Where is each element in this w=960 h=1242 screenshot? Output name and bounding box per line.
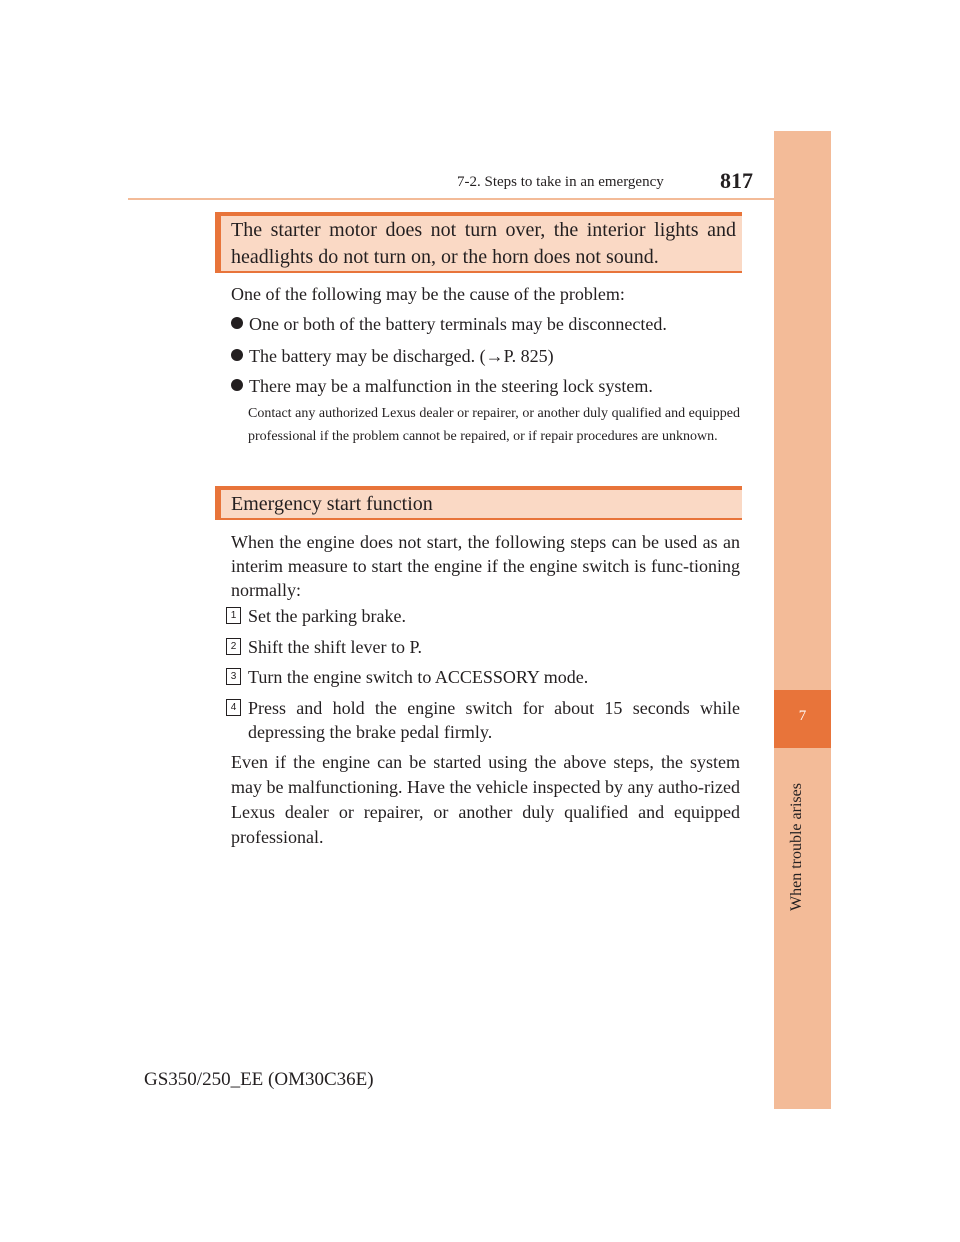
step-text: Shift the shift lever to P. <box>248 637 422 657</box>
bullet-item: The battery may be discharged. (→P. 825) <box>231 344 740 368</box>
header-section-title: 7-2. Steps to take in an emergency <box>457 174 664 190</box>
chapter-title: When trouble arises <box>788 783 805 911</box>
section-heading-starter: The starter motor does not turn over, the interior lights and headlights do not turn on, or the horn does not sound. <box>215 212 742 273</box>
footer-model-code: GS350/250_EE (OM30C36E) <box>144 1069 374 1090</box>
page-number: 817 <box>720 168 753 193</box>
step-text: Set the parking brake. <box>248 606 406 626</box>
step-number-badge: 3 <box>226 668 241 685</box>
step-number-badge: 1 <box>226 607 241 624</box>
bullet-dot-icon <box>231 349 243 361</box>
step-number-badge: 4 <box>226 699 241 716</box>
header-divider <box>128 198 831 200</box>
bullet-item: One or both of the battery terminals may be disconnected. <box>231 312 740 336</box>
chapter-number: 7 <box>798 708 807 724</box>
section-heading-emergency-start: Emergency start function <box>215 486 742 520</box>
closing-paragraph: Even if the engine can be started using the above steps, the system may be malfunctioning. Have the vehicle inspected by any autho-rized Lexus dealer or repairer, or another duly qualified and equipped professional. <box>231 752 740 847</box>
section-intro: One of the following may be the cause of the problem: <box>231 284 625 304</box>
step-text: Press and hold the engine switch for about 15 seconds while depressing the brake pedal firmly. <box>248 698 740 742</box>
bullet-item: There may be a malfunction in the steering lock system. <box>231 374 740 398</box>
bullet-dot-icon <box>231 379 243 391</box>
note-text: Contact any authorized Lexus dealer or repairer, or another duly qualified and equipped professional if the problem cannot be repaired, or if repair procedures are unknown. <box>248 406 740 444</box>
bullet-dot-icon <box>231 317 243 329</box>
step-text: Turn the engine switch to ACCESSORY mode. <box>248 667 589 687</box>
step-number-badge: 2 <box>226 638 241 655</box>
side-tab <box>774 131 831 1109</box>
section-intro: When the engine does not start, the following steps can be used as an interim measure to start the engine if the engine switch is func-tioning normally: <box>231 532 740 600</box>
